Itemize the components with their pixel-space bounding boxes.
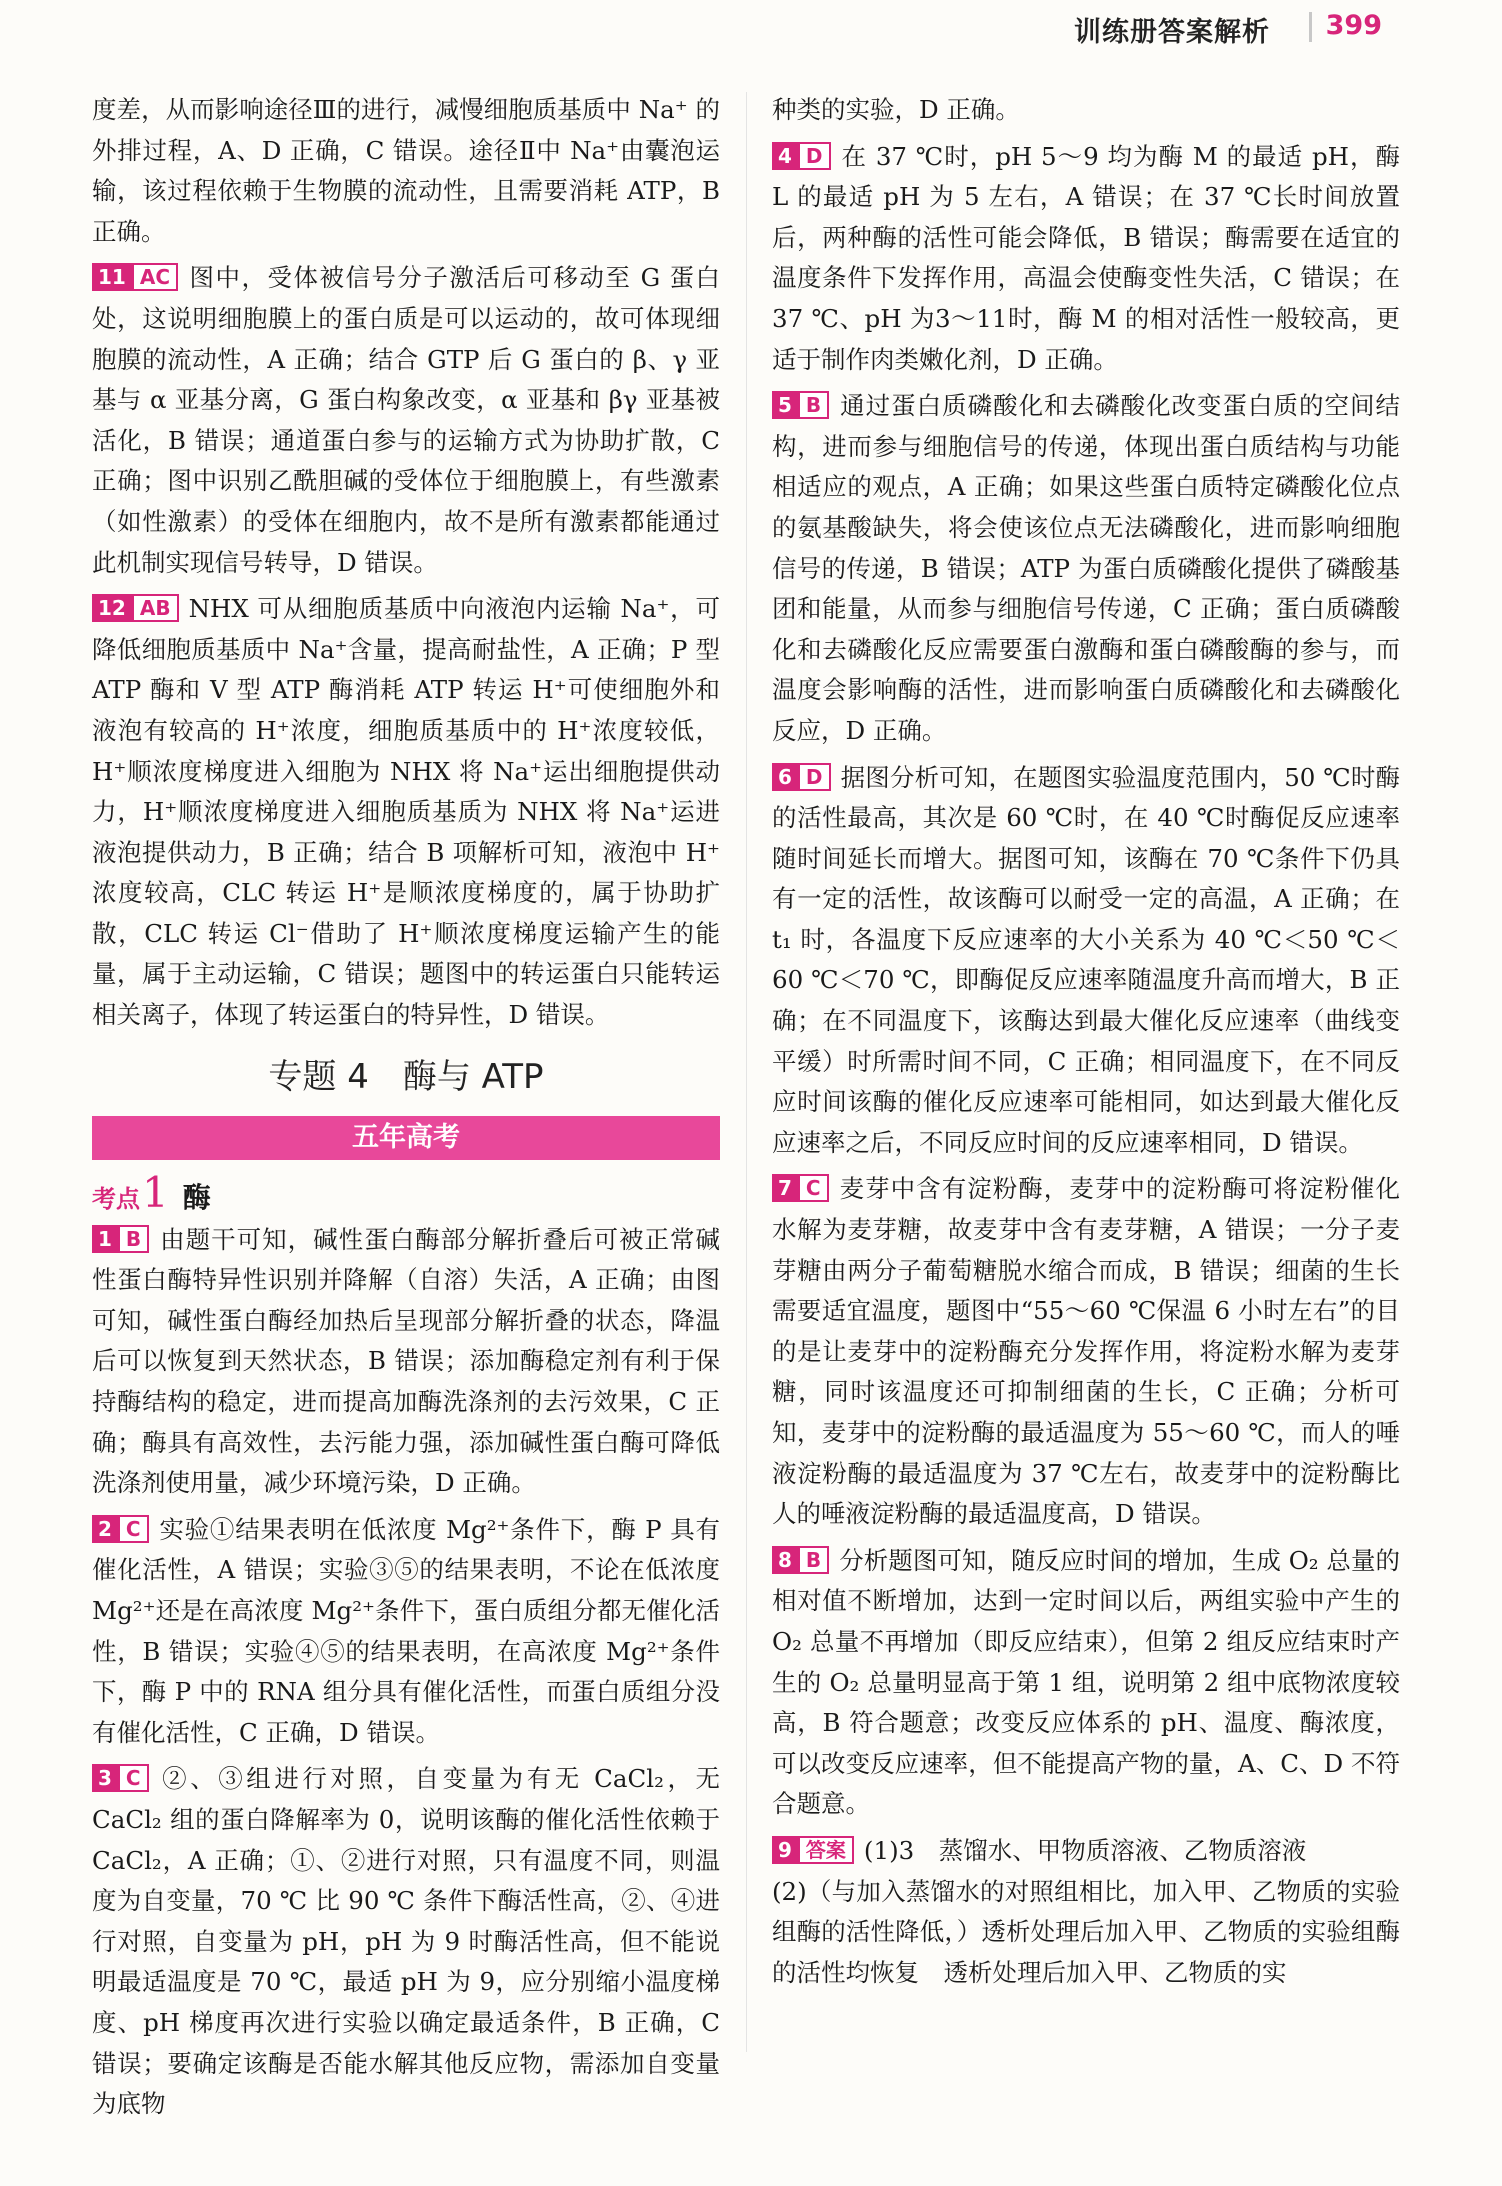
- continued-paragraph: 度差，从而影响途径Ⅲ的进行，减慢细胞质基质中 Na⁺ 的外排过程，A、D 正确，C 错误。途径Ⅱ中 Na⁺由囊泡运输，该过程依赖于生物膜的流动性，且需要消耗 ATP，B 正确。: [92, 95, 720, 246]
- answer-7: [772, 1169, 1400, 1534]
- answer-key: 答案: [798, 1836, 854, 1864]
- answer-1: [92, 1220, 720, 1504]
- column-divider: [746, 92, 747, 2052]
- question-tag: [92, 1764, 149, 1792]
- question-number: 5: [772, 391, 798, 419]
- answer-key: D: [798, 142, 831, 170]
- answer-5: [772, 386, 1400, 751]
- answer-key: B: [798, 391, 829, 419]
- question-tag: [772, 391, 829, 419]
- answer-key: AC: [132, 263, 178, 291]
- question-tag: [772, 142, 831, 170]
- question-number: 3: [92, 1764, 118, 1792]
- explanation-text: NHX 可从细胞质基质中向液泡内运输 Na⁺，可降低细胞质基质中 Na⁺含量，提高耐盐性，A 正确；P 型 ATP 酶和 V 型 ATP 酶消耗 ATP 转运 H⁺可使细胞外和液泡有较高的 H⁺浓度，细胞质基质中的 H⁺浓度较低，H⁺顺浓度梯度进入细胞为 NHX 将 Na⁺运出细胞提供动力，H⁺顺浓度梯度进入细胞质基质为 NHX 将 Na⁺运进液泡提供动力，B 正确；结合 B 项解析可知，液泡中 H⁺浓度较高，CLC 转运 H⁺是顺浓度梯度的，属于协助扩散，CLC 转运 Cl⁻借助了 H⁺顺浓度梯度运输产生的能量，属于主动运输，C 错误；题图中的转运蛋白只能转运相关离子，体现了转运蛋白的特异性，D 错误。: [92, 594, 720, 1030]
- answer-key: C: [798, 1174, 829, 1202]
- question-tag: [772, 1174, 829, 1202]
- question-number: 4: [772, 142, 798, 170]
- kaodian-name: 酶: [182, 1180, 211, 1214]
- answer-3: [92, 1759, 720, 2124]
- answer-key: C: [118, 1515, 149, 1543]
- answer-key: AB: [132, 594, 179, 622]
- kaodian-number: 1: [142, 1167, 169, 1217]
- explanation-text: 实验①结果表明在低浓度 Mg²⁺条件下，酶 P 具有催化活性，A 错误；实验③⑤的结果表明，不论在低浓度 Mg²⁺还是在高浓度 Mg²⁺条件下，蛋白质组分都无催化活性，B 错误；实验④⑤的结果表明，在高浓度 Mg²⁺条件下，酶 P 中的 RNA 组分具有催化活性，而蛋白质组分没有催化活性，C 正确，D 错误。: [92, 1514, 720, 1747]
- section-banner: 五年高考: [92, 1116, 720, 1160]
- header-title: 训练册答案解析: [1074, 17, 1270, 48]
- answer-2: [92, 1510, 720, 1754]
- question-number: 11: [92, 263, 132, 291]
- right-column: [772, 90, 1400, 1999]
- question-number: 6: [772, 763, 798, 791]
- answer-4: [772, 137, 1400, 381]
- header-divider: [1309, 12, 1312, 42]
- answer-12: [92, 589, 720, 1036]
- answer-11: [92, 258, 720, 583]
- question-tag: [92, 263, 178, 291]
- page-number: 399: [1325, 10, 1382, 41]
- explanation-text-part-2: (2)（与加入蒸馏水的对照组相比，加入甲、乙物质的实验组酶的活性降低，）透析处理后加入甲、乙物质的实验组酶的活性均恢复 透析处理后加入甲、乙物质的实: [772, 1876, 1400, 1987]
- explanation-text: 麦芽中含有淀粉酶，麦芽中的淀粉酶可将淀粉催化水解为麦芽糖，故麦芽中含有麦芽糖，A 错误；一分子麦芽糖由两分子葡萄糖脱水缩合而成，B 错误；细菌的生长需要适宜温度，题图中“55～60 ℃保温 6 小时左右”的目的是让麦芽中的淀粉酶充分发挥作用，将淀粉水解为麦芽糖，同时该温度还可抑制细菌的生长，C 正确；分析可知，麦芽中的淀粉酶的最适温度为 55～60 ℃，而人的唾液淀粉酶的最适温度为 37 ℃左右，故麦芽中的淀粉酶比人的唾液淀粉酶的最适温度高，D 错误。: [772, 1174, 1400, 1529]
- question-tag: [92, 1225, 149, 1253]
- explanation-text: 分析题图可知，随反应时间的增加，生成 O₂ 总量的相对值不断增加，达到一定时间以后，两组实验中产生的 O₂ 总量不再增加（即反应结束），但第 2 组反应结束时产生的 O₂ 总量明显高于第 1 组，说明第 2 组中底物浓度较高，B 符合题意；改变反应体系的 pH、温度、酶浓度，可以改变反应速率，但不能提高产物的量，A、C、D 不符合题意。: [772, 1545, 1400, 1819]
- kaodian-label: 考点: [92, 1184, 140, 1213]
- answer-key: B: [798, 1546, 829, 1574]
- explanation-text: 在 37 ℃时，pH 5～9 均为酶 M 的最适 pH，酶 L 的最适 pH 为 5 左右，A 错误；在 37 ℃长时间放置后，两种酶的活性可能会降低，B 错误；酶需要在适宜的温度条件下发挥作用，高温会使酶变性失活，C 错误；在 37 ℃、pH 为3～11时，酶 M 的相对活性一般较高，更适于制作肉类嫩化剂，D 正确。: [772, 141, 1400, 374]
- question-tag: [92, 594, 179, 622]
- explanation-text: ②、③组进行对照，自变量为有无 CaCl₂，无 CaCl₂ 组的蛋白降解率为 0，说明该酶的催化活性依赖于 CaCl₂，A 正确；①、②进行对照，只有温度不同，则温度为自变量，70 ℃ 比 90 ℃ 条件下酶活性高，②、④进行对照，自变量为 pH，pH 为 9 时酶活性高，但不能说明最适温度是 70 ℃，最适 pH 为 9，应分别缩小温度梯度、pH 梯度再次进行实验以确定最适条件，B 正确，C 错误；要确定该酶是否能水解其他反应物，需添加自变量为底物: [92, 1764, 720, 2119]
- answer-key: C: [118, 1764, 149, 1792]
- question-tag: [92, 1515, 149, 1543]
- explanation-text: 图中，受体被信号分子激活后可移动至 G 蛋白处，这说明细胞膜上的蛋白质是可以运动的，故可体现细胞膜的流动性，A 正确；结合 GTP 后 G 蛋白的 β、γ 亚基与 α 亚基分离，G 蛋白构象改变，α 亚基和 βγ 亚基被活化，B 错误；通道蛋白参与的运输方式为协助扩散，C 正确；图中识别乙酰胆碱的受体位于细胞膜上，有些激素（如性激素）的受体在细胞内，故不是所有激素都能通过此机制实现信号转导，D 错误。: [92, 263, 720, 577]
- question-number: 2: [92, 1515, 118, 1543]
- left-column: [92, 90, 720, 2131]
- explanation-text: (1)3 蒸馏水、甲物质溶液、乙物质溶液: [863, 1835, 1307, 1865]
- question-number: 8: [772, 1546, 798, 1574]
- continued-paragraph: 种类的实验，D 正确。: [772, 95, 1020, 124]
- question-tag: [772, 1546, 829, 1574]
- page-header: [0, 0, 1502, 62]
- explanation-text: 通过蛋白质磷酸化和去磷酸化改变蛋白质的空间结构，进而参与细胞信号的传递，体现出蛋白质结构与功能相适应的观点，A 正确；如果这些蛋白质特定磷酸化位点的氨基酸缺失，将会使该位点无法磷酸化，进而影响细胞信号的传递，B 错误；ATP 为蛋白质磷酸化提供了磷酸基团和能量，从而参与细胞信号传递，C 正确；蛋白质磷酸化和去磷酸化反应需要蛋白激酶和蛋白磷酸酶的参与，而温度会影响酶的活性，进而影响蛋白质磷酸化和去磷酸化反应，D 正确。: [772, 391, 1400, 745]
- topic-title: 专题 4 酶与 ATP: [268, 1056, 544, 1097]
- question-tag: [772, 1836, 854, 1864]
- question-number: 1: [92, 1225, 118, 1253]
- explanation-text: 据图分析可知，在题图实验温度范围内，50 ℃时酶的活性最高，其次是 60 ℃时，在 40 ℃时酶促反应速率随时间延长而增大。据图可知，该酶在 70 ℃条件下仍具有一定的活性，故该酶可以耐受一定的高温，A 正确；在 t₁ 时，各温度下反应速率的大小关系为 40 ℃＜50 ℃＜60 ℃＜70 ℃，即酶促反应速率随温度升高而增大，B 正确；在不同温度下，该酶达到最大催化反应速率（曲线变平缓）时所需时间不同，C 正确；相同温度下，在不同反应时间该酶的催化反应速率可能相同，如达到最大催化反应速率之后，不同反应时间的反应速率相同，D 错误。: [772, 762, 1400, 1157]
- answer-8: [772, 1541, 1400, 1825]
- answer-key: D: [798, 763, 831, 791]
- answer-key: B: [118, 1225, 149, 1253]
- explanation-text: 由题干可知，碱性蛋白酶部分解折叠后可被正常碱性蛋白酶特异性识别并降解（自溶）失活，A 正确；由图可知，碱性蛋白酶经加热后呈现部分解折叠的状态，降温后可以恢复到天然状态，B 错误；添加酶稳定剂有利于保持酶结构的稳定，进而提高加酶洗涤剂的去污效果，C 正确；酶具有高效性，去污能力强，添加碱性蛋白酶可降低洗涤剂使用量，减少环境污染，D 正确。: [92, 1224, 720, 1498]
- question-number: 9: [772, 1836, 798, 1864]
- question-number: 12: [92, 594, 132, 622]
- kaodian-heading: [92, 1167, 720, 1217]
- answer-6: [772, 758, 1400, 1164]
- answer-9: [772, 1831, 1400, 1993]
- question-tag: [772, 763, 831, 791]
- question-number: 7: [772, 1174, 798, 1202]
